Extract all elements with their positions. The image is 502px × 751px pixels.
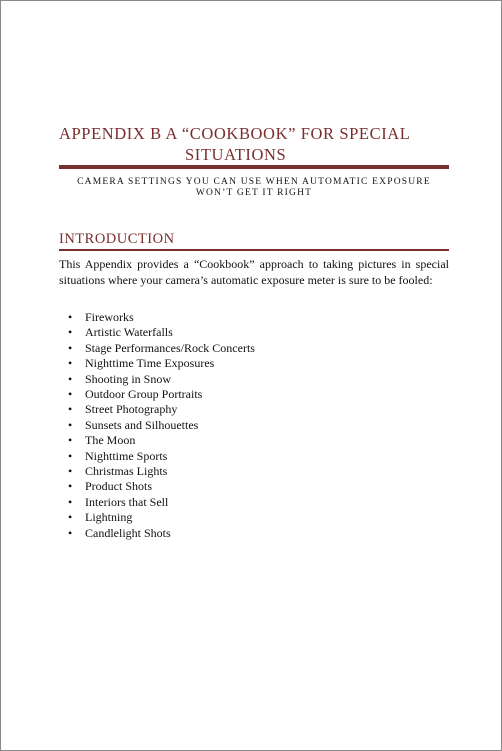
list-item: • Interiors that Sell (67, 495, 255, 510)
chapter-title (59, 123, 451, 165)
list-item: • Candlelight Shots (67, 526, 255, 541)
chapter-title-line-2: SITUATIONS (185, 145, 287, 164)
list-item: • Product Shots (67, 479, 255, 494)
intro-paragraph: This Appendix provides a “Cookbook” approach to taking pictures in special situations where your camera’s automatic exposure meter is sure to be fooled: (59, 257, 449, 287)
list-item: • The Moon (67, 433, 255, 448)
chapter-title-line-1: APPENDIX B A “COOKBOOK” FOR SPECIAL (59, 124, 411, 143)
list-item: • Fireworks (67, 310, 255, 325)
chapter-subtitle-line-1: CAMERA SETTINGS YOU CAN USE WHEN AUTOMATIC EXPOSURE (77, 177, 431, 187)
list-item: • Street Photography (67, 402, 255, 417)
list-item: • Nighttime Sports (67, 449, 255, 464)
list-item: • Stage Performances/Rock Concerts (67, 341, 255, 356)
special-situations-list (67, 310, 255, 541)
list-item: • Artistic Waterfalls (67, 325, 255, 340)
chapter-subtitle (59, 177, 449, 199)
list-item: • Lightning (67, 510, 255, 525)
chapter-title-rule (59, 165, 449, 169)
section-heading-rule (59, 249, 449, 251)
list-item: • Shooting in Snow (67, 372, 255, 387)
section-heading-introduction: INTRODUCTION (59, 231, 175, 247)
list-item: • Outdoor Group Portraits (67, 387, 255, 402)
list-item: • Sunsets and Silhouettes (67, 418, 255, 433)
list-item: • Nighttime Time Exposures (67, 356, 255, 371)
list-item: • Christmas Lights (67, 464, 255, 479)
chapter-subtitle-line-2: WON’T GET IT RIGHT (195, 188, 313, 198)
